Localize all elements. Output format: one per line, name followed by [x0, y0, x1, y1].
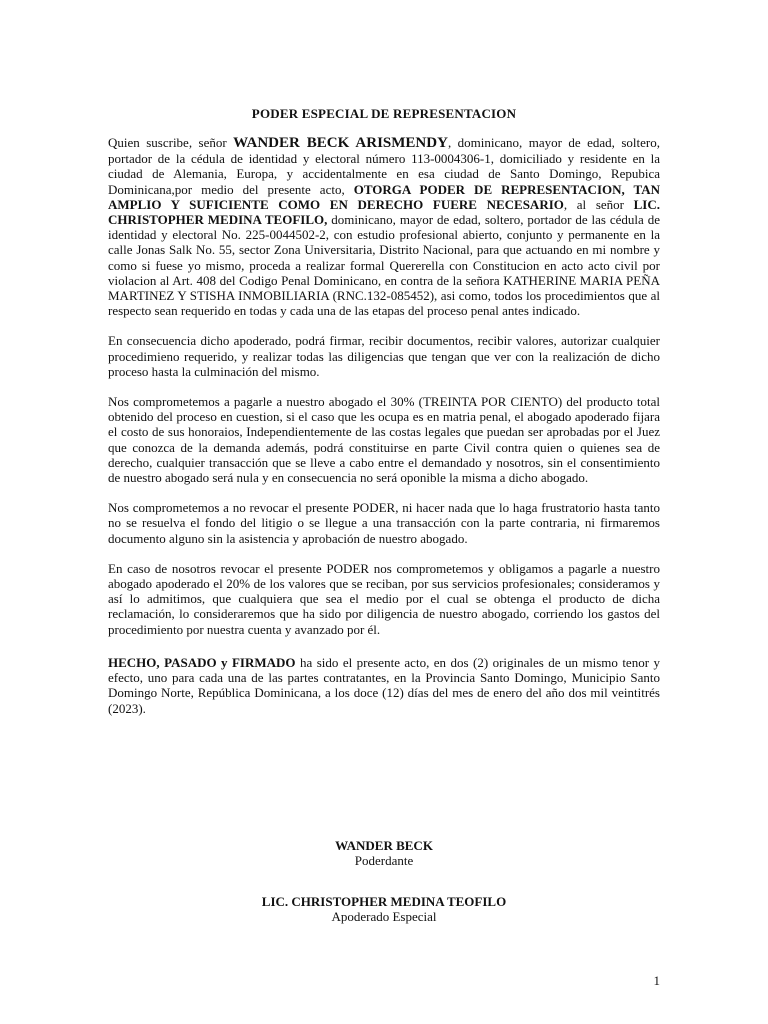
signatory-role: Apoderado Especial [331, 909, 437, 924]
grant-clause: OTORGA PODER DE REPRESENTACION, TAN AMPLIO Y SUFICIENTE COMO EN DERECHO FUERE NECESARIO [108, 181, 661, 212]
document-body [108, 135, 660, 731]
attorney-name: LIC. CHRISTOPHER MEDINA TEOFILO, [108, 196, 660, 228]
text: , dominicano, mayor de edad, soltero, portador de la cédula de identidad y electoral número 113-0004306-1, domiciliado y residente en la ciudad de Alemania, Europa, y accidentalmente en esa ciudad de Santo Domingo, Repubica Dominicana,por medio del presente acto, [108, 135, 661, 197]
text: ha sido el presente acto, en dos (2) originales de un mismo tenor y efecto, uno para cada una de las partes contratantes, en la Provincia Santo Domingo, Municipio Santo Domingo Norte, República Dominicana, a los doce (12) días del mes de enero del año dos mil veintitrés (2023). [108, 654, 660, 716]
text: dominicano, mayor de edad, soltero, portador de las cédula de identidad y electoral No. 225-0044502-2, con estudio profesional abierto, conjunto y permanente en la calle Jonas Salk No. 55, sector Zona Universitaria, Distrito Nacional, para que actuando en mi nombre y como si fuese yo mismo, proceda a realizar formal Quererella con Constitucion en acto acto civil por violacion al Art. 408 del Codigo Penal Dominicano, en contra de la señora KATHERINE MARIA PEÑA MARTINEZ Y STISHA INMOBILIARIA (RNC.132-085452), asi como, todos los procedimientos que al respecto sean requerido en todas y cada una de las etapas del proceso penal antes indicado. [108, 212, 660, 319]
text: , al señor [563, 196, 634, 212]
grantor-name: WANDER BECK ARISMENDY [233, 135, 448, 151]
paragraph-executed [108, 655, 660, 716]
document-title: PODER ESPECIAL DE REPRESENTACION [251, 106, 517, 121]
paragraph-grant [108, 135, 660, 318]
executed-heading: HECHO, PASADO y FIRMADO [108, 654, 296, 670]
signature-block-grantor [0, 838, 768, 868]
paragraph-powers: En consecuencia dicho apoderado, podrá firmar, recibir documentos, recibir valores, autorizar cualquier procedimieno requerido, y realizar todas las diligencias que tengan que ver con la realización de dicho proceso hasta la culminación del mismo. [108, 333, 660, 379]
text: Quien suscribe, señor [108, 135, 234, 150]
paragraph-fees: Nos comprometemos a pagarle a nuestro abogado el 30% (TREINTA POR CIENTO) del producto total obtenido del proceso en cuestion, si el caso que les ocupa es en matria penal, el abogado apoderado fijara el costo de sus honoraios, Independientemente de las costas legales que puedan ser aprobadas por el Juez que conozca de la demanda además, podrá constituirse en parte Civil contra quien o quienes sea de derecho, cualquier transacción que se lleve a cabo entre el demandado y nosotros, sin el consentimiento de nuestro abogado será nula y en consecuencia no será oponible la misma a dicho abogado. [108, 394, 660, 486]
paragraph-no-revoke: Nos comprometemos a no revocar el presente PODER, ni hacer nada que lo haga frustratorio hasta tanto no se resuelva el fondo del litigio o se llegue a una transacción con la parte contraria, ni firmaremos documento alguno sin la asistencia y aprobación de nuestro abogado. [108, 500, 660, 546]
signature-block-attorney [0, 894, 768, 924]
page-number: 1 [653, 973, 660, 988]
signatory-name: LIC. CHRISTOPHER MEDINA TEOFILO [261, 894, 507, 909]
signatory-role: Poderdante [354, 853, 414, 868]
paragraph-revocation: En caso de nosotros revocar el presente PODER nos comprometemos y obligamos a pagarle a nuestro abogado apoderado el 20% de los valores que se reciban, por sus servicios profesionales; consideramos y así lo admitimos, que cualquiera que sea el medio por el cual se obtenga el producto de dicha reclamación, lo consideraremos que ha sido por diligencia de nuestro abogado, corriendo los gastos del procedimiento por nuestra cuenta y avanzado por él. [108, 560, 660, 637]
signatory-name: WANDER BECK [335, 838, 433, 853]
